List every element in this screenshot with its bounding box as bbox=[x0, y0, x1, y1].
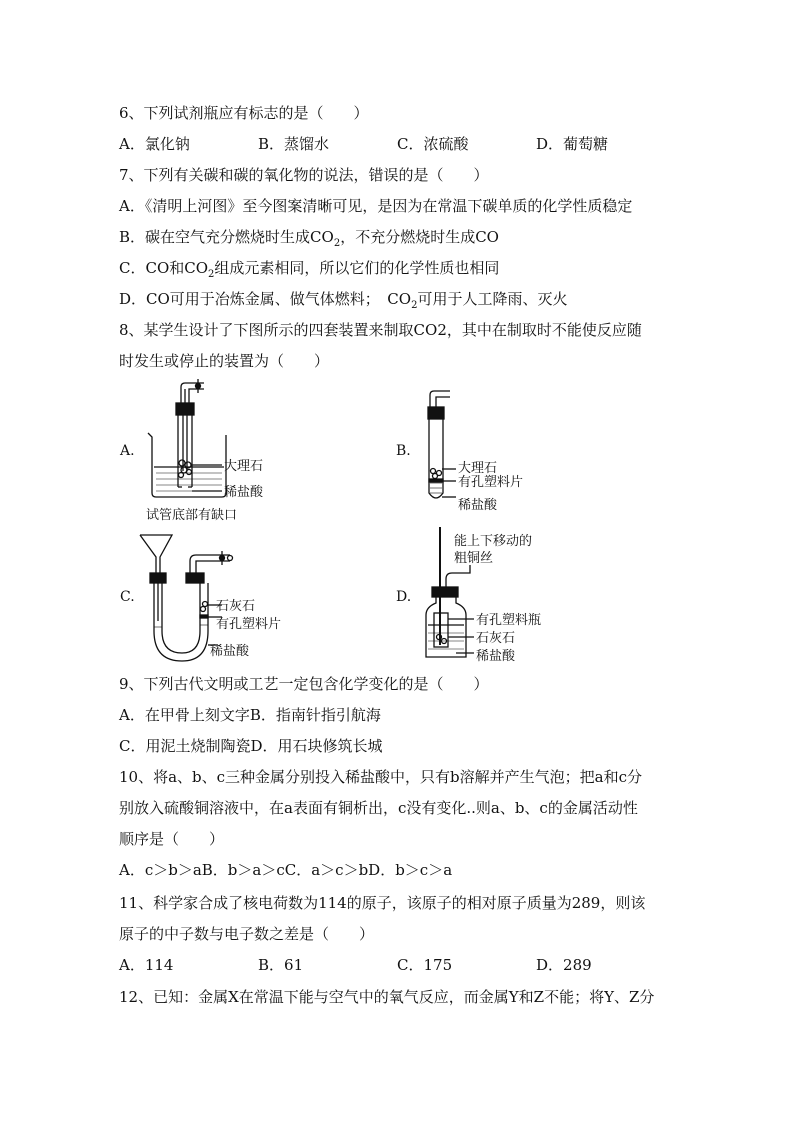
apparatus-drawing bbox=[110, 375, 690, 675]
q11-option-a: A．114 bbox=[119, 956, 174, 974]
apparatus-a-label-note: 试管底部有缺口 bbox=[146, 508, 238, 523]
apparatus-c-label-acid: 稀盐酸 bbox=[210, 644, 250, 659]
q6-option-b: B．蒸馏水 bbox=[258, 135, 330, 153]
q6-option-c: C．浓硫酸 bbox=[397, 135, 469, 153]
q9-options-cd: C．用泥土烧制陶瓷D．用石块修筑长城 bbox=[119, 737, 383, 755]
q7-option-d: D．CO可用于冶炼金属、做气体燃料； $CO_2$可用于人工降雨、灭火 bbox=[119, 290, 568, 311]
q10-options: A．c＞b＞aB．b＞a＞cC．a＞c＞bD．b＞c＞a bbox=[119, 861, 453, 879]
q10-line2: 别放入硫酸铜溶液中，在a表面有铜析出，c没有变化..则a、b、c的金属活动性 bbox=[119, 799, 638, 817]
q7-stem: 7、下列有关碳和碳的氧化物的说法，错误的是（ ） bbox=[119, 166, 489, 184]
q11-line2: 原子的中子数与电子数之差是（ ） bbox=[119, 925, 375, 943]
q11-option-d: D．289 bbox=[536, 956, 592, 974]
apparatus-c-label-plate: 有孔塑料片 bbox=[216, 617, 282, 632]
apparatus-b-label-marble: 大理石 bbox=[458, 461, 498, 476]
q7-option-b: B．碳在空气充分燃烧时生成$CO_2$，不充分燃烧时生成CO bbox=[119, 228, 499, 249]
apparatus-b-letter: B. bbox=[396, 443, 411, 459]
apparatus-d-label-wire1: 能上下移动的 bbox=[454, 534, 533, 549]
apparatus-b-label-plate: 有孔塑料片 bbox=[458, 475, 524, 490]
q9-options-ab: A．在甲骨上刻文字B．指南针指引航海 bbox=[119, 706, 381, 724]
apparatus-d-label-bottle: 有孔塑料瓶 bbox=[476, 613, 542, 628]
q8-apparatus-figure bbox=[110, 375, 690, 675]
apparatus-c-label-limestone: 石灰石 bbox=[216, 599, 256, 614]
apparatus-a bbox=[148, 379, 226, 497]
q10-line1: 10、将a、b、c三种金属分别投入稀盐酸中，只有b溶解并产生气泡；把a和c分 bbox=[119, 768, 642, 786]
q11-option-c: C．175 bbox=[397, 956, 453, 974]
apparatus-a-letter: A. bbox=[120, 443, 135, 459]
apparatus-d-label-limestone: 石灰石 bbox=[476, 631, 516, 646]
q9-stem: 9、下列古代文明或工艺一定包含化学变化的是（ ） bbox=[119, 675, 489, 693]
q11-line1: 11、科学家合成了核电荷数为114的原子，该原子的相对原子质量为289，则该 bbox=[119, 894, 646, 912]
apparatus-b-label-acid: 稀盐酸 bbox=[458, 498, 498, 513]
q8-stem-line1: 8、某学生设计了下图所示的四套装置来制取CO2，其中在制取时不能使反应随 bbox=[119, 321, 642, 339]
q6-option-d: D．葡萄糖 bbox=[536, 135, 609, 153]
q10-line3: 顺序是（ ） bbox=[119, 830, 225, 848]
q6-option-a: A．氯化钠 bbox=[119, 135, 190, 153]
q11-option-b: B．61 bbox=[258, 956, 304, 974]
apparatus-d-label-acid: 稀盐酸 bbox=[476, 649, 516, 664]
apparatus-d-label-wire2: 粗铜丝 bbox=[454, 551, 494, 566]
apparatus-a-label-acid: 稀盐酸 bbox=[224, 485, 264, 500]
q7-option-c: C．CO和$CO_2$组成元素相同，所以它们的化学性质也相同 bbox=[119, 259, 500, 280]
apparatus-c-letter: C. bbox=[120, 589, 135, 605]
q6-stem: 6、下列试剂瓶应有标志的是（ ） bbox=[119, 104, 369, 122]
apparatus-b bbox=[428, 391, 456, 498]
apparatus-a-label-marble: 大理石 bbox=[224, 459, 264, 474]
apparatus-d-letter: D. bbox=[396, 589, 412, 605]
q7-option-a: A．《清明上河图》至今图案清晰可见，是因为在常温下碳单质的化学性质稳定 bbox=[119, 197, 633, 215]
apparatus-c bbox=[140, 535, 233, 661]
q12-line1: 12、已知：金属X在常温下能与空气中的氧气反应，而金属Y和Z不能；将Y、Z分 bbox=[119, 988, 655, 1006]
q8-stem-line2: 时发生或停止的装置为（ ） bbox=[119, 352, 330, 370]
